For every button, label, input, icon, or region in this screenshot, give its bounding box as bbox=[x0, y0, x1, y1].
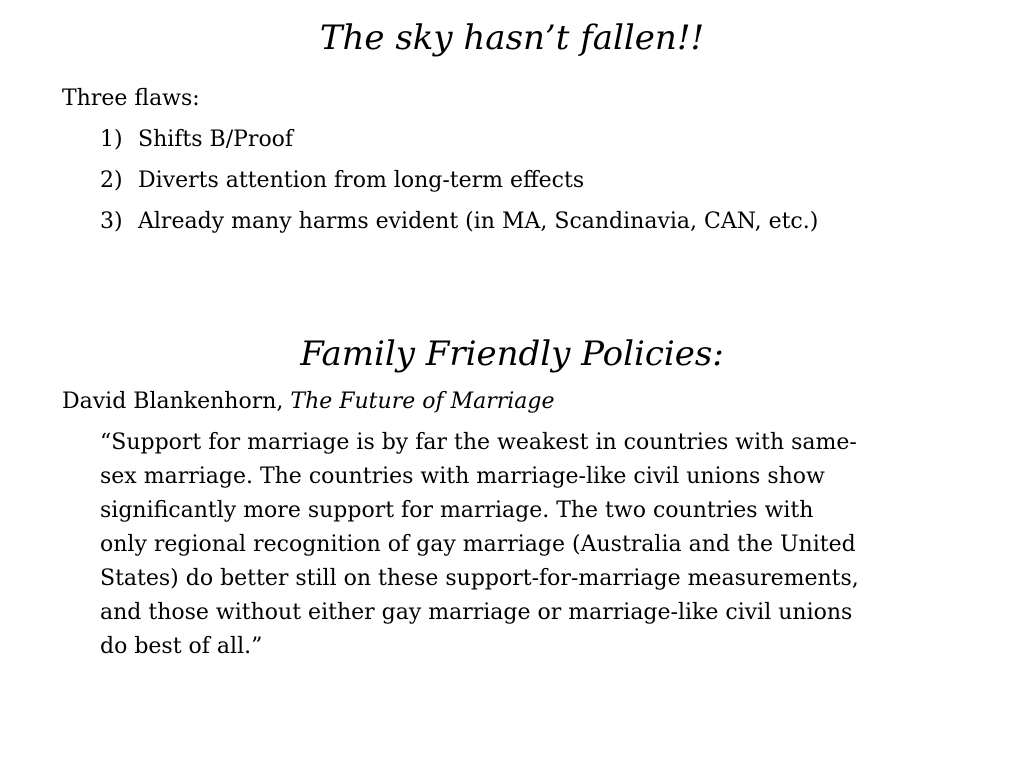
flaw-item bbox=[100, 205, 818, 239]
quote-line: do best of all.” bbox=[100, 634, 263, 659]
quote-line: significantly more support for marriage. The two countries with bbox=[100, 498, 814, 523]
book-title: The Future of Marriage bbox=[290, 389, 555, 414]
quote-line: only regional recognition of gay marriage (Australia and the United bbox=[100, 532, 856, 557]
quote-line: “Support for marriage is by far the weakest in countries with same- bbox=[100, 430, 857, 455]
quote-attribution bbox=[62, 385, 555, 419]
author-name: David Blankenhorn, bbox=[62, 389, 291, 414]
flaw-item bbox=[100, 123, 293, 157]
flaw-item-text: Already many harms evident (in MA, Scandinavia, CAN, etc.) bbox=[138, 209, 819, 234]
flaw-item-number: 3) bbox=[100, 209, 123, 234]
section-heading: Family Friendly Policies: bbox=[300, 334, 724, 374]
slide-title: The sky hasn’t fallen!! bbox=[319, 18, 705, 58]
quote-block bbox=[100, 426, 980, 664]
quote-line: and those without either gay marriage or marriage-like civil unions bbox=[100, 600, 853, 625]
quote-line: sex marriage. The countries with marriage-like civil unions show bbox=[100, 464, 825, 489]
flaw-item-text: Diverts attention from long-term effects bbox=[138, 168, 585, 193]
flaws-lead: Three flaws: bbox=[62, 86, 200, 111]
flaw-item-number: 2) bbox=[100, 168, 123, 193]
flaw-item-text: Shifts B/Proof bbox=[138, 127, 294, 152]
flaw-item bbox=[100, 164, 584, 198]
quote-line: States) do better still on these support-for-marriage measurements, bbox=[100, 566, 859, 591]
flaw-item-number: 1) bbox=[100, 127, 123, 152]
